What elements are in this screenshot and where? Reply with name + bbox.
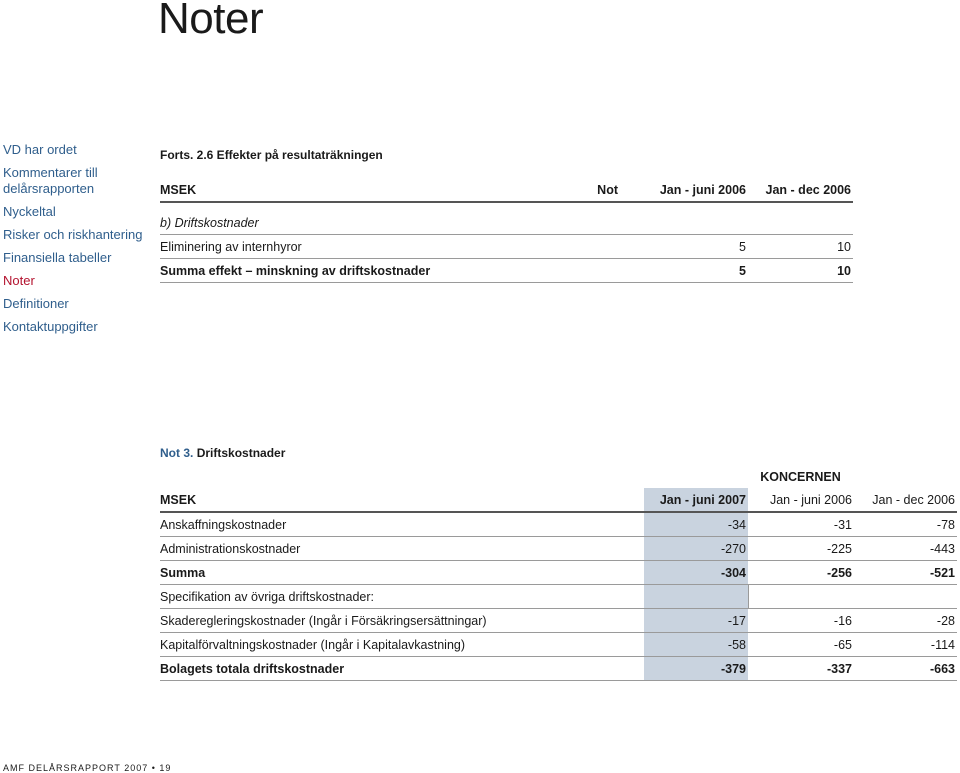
row-label: Kapitalförvaltningskostnader (Ingår i Kapitalavkastning) (160, 633, 644, 657)
row-label: Summa effekt – minskning av driftskostnader (160, 259, 530, 283)
col-header-msek: MSEK (160, 178, 530, 202)
sidebar-item-definitioner[interactable]: Definitioner (3, 296, 69, 311)
cell-value: 5 (620, 235, 748, 259)
sidebar-item-vd-har-ordet[interactable]: VD har ordet (3, 142, 77, 157)
cell-value: -17 (644, 609, 748, 633)
sidebar-item-kontaktuppgifter[interactable]: Kontaktuppgifter (3, 319, 98, 334)
sidebar-item-kommentarer[interactable]: Kommentarer till delårsrapporten (3, 165, 98, 196)
cell-value: -114 (854, 633, 957, 657)
cell-value: -521 (854, 561, 957, 585)
table-row (160, 633, 957, 657)
cell-value: -337 (748, 657, 854, 681)
group-header-koncernen: KONCERNEN (760, 470, 841, 484)
table-row (160, 259, 853, 283)
cell-value: -78 (854, 512, 957, 537)
row-label: Bolagets totala driftskostnader (160, 657, 644, 681)
cell-value: -304 (644, 561, 748, 585)
cell-not (530, 259, 620, 283)
col-header-not: Not (530, 178, 620, 202)
sidebar-item-nyckeltal[interactable]: Nyckeltal (3, 204, 56, 219)
table-row (160, 561, 957, 585)
sidebar-item-finansiella-tabeller[interactable]: Finansiella tabeller (3, 250, 112, 265)
cell-value: -58 (644, 633, 748, 657)
cell-value: -443 (854, 537, 957, 561)
col-header-jan-juni-2006: Jan - juni 2006 (620, 178, 748, 202)
table-row (160, 657, 957, 681)
cell-value (854, 585, 957, 609)
cell-value: -225 (748, 537, 854, 561)
note-title: Driftskostnader (196, 446, 286, 460)
cell-value: -663 (854, 657, 957, 681)
effects-table (160, 178, 853, 283)
cell-value: -270 (644, 537, 748, 561)
cell-value: -28 (854, 609, 957, 633)
sidebar-item-noter[interactable]: Noter (3, 273, 35, 288)
cell-not (530, 235, 620, 259)
sidebar-item-risker[interactable]: Risker och riskhantering (3, 227, 143, 242)
group-header-row (160, 466, 957, 488)
subheading: b) Driftskostnader (160, 202, 853, 235)
col-header-jan-juni-2007: Jan - juni 2007 (644, 488, 748, 512)
note-number: Not 3. (160, 446, 194, 460)
col-header-msek: MSEK (160, 488, 644, 512)
table-header-row (160, 178, 853, 202)
cell-value (644, 585, 748, 609)
table-row (160, 512, 957, 537)
footer-page-info: AMF DELÅRSRAPPORT 2007 • 19 (3, 763, 172, 773)
cell-value: 10 (748, 259, 853, 283)
col-header-jan-juni-2006: Jan - juni 2006 (748, 488, 854, 512)
col-header-jan-dec-2006: Jan - dec 2006 (748, 178, 853, 202)
driftskostnader-table (160, 466, 957, 681)
cell-value: -65 (748, 633, 854, 657)
cell-value: -379 (644, 657, 748, 681)
section2-title (160, 446, 285, 460)
page-title: Noter (158, 0, 264, 43)
sidebar-nav (3, 142, 143, 342)
cell-value (748, 585, 854, 609)
cell-value: 5 (620, 259, 748, 283)
section1-title: Forts. 2.6 Effekter på resultaträkningen (160, 148, 383, 162)
col-header-jan-dec-2006: Jan - dec 2006 (854, 488, 957, 512)
row-label: Administrationskostnader (160, 537, 644, 561)
cell-value: 10 (748, 235, 853, 259)
table-row (160, 537, 957, 561)
row-label: Anskaffningskostnader (160, 512, 644, 537)
table-row (160, 235, 853, 259)
table-row (160, 609, 957, 633)
cell-value: -34 (644, 512, 748, 537)
table-row (160, 202, 853, 235)
cell-value: -31 (748, 512, 854, 537)
row-label: Skaderegleringskostnader (Ingår i Försäkringsersättningar) (160, 609, 644, 633)
cell-value: -256 (748, 561, 854, 585)
cell-value: -16 (748, 609, 854, 633)
table-header-row (160, 488, 957, 512)
row-label: Specifikation av övriga driftskostnader: (160, 585, 644, 609)
row-label: Summa (160, 561, 644, 585)
row-label: Eliminering av internhyror (160, 235, 530, 259)
table-row (160, 585, 957, 609)
